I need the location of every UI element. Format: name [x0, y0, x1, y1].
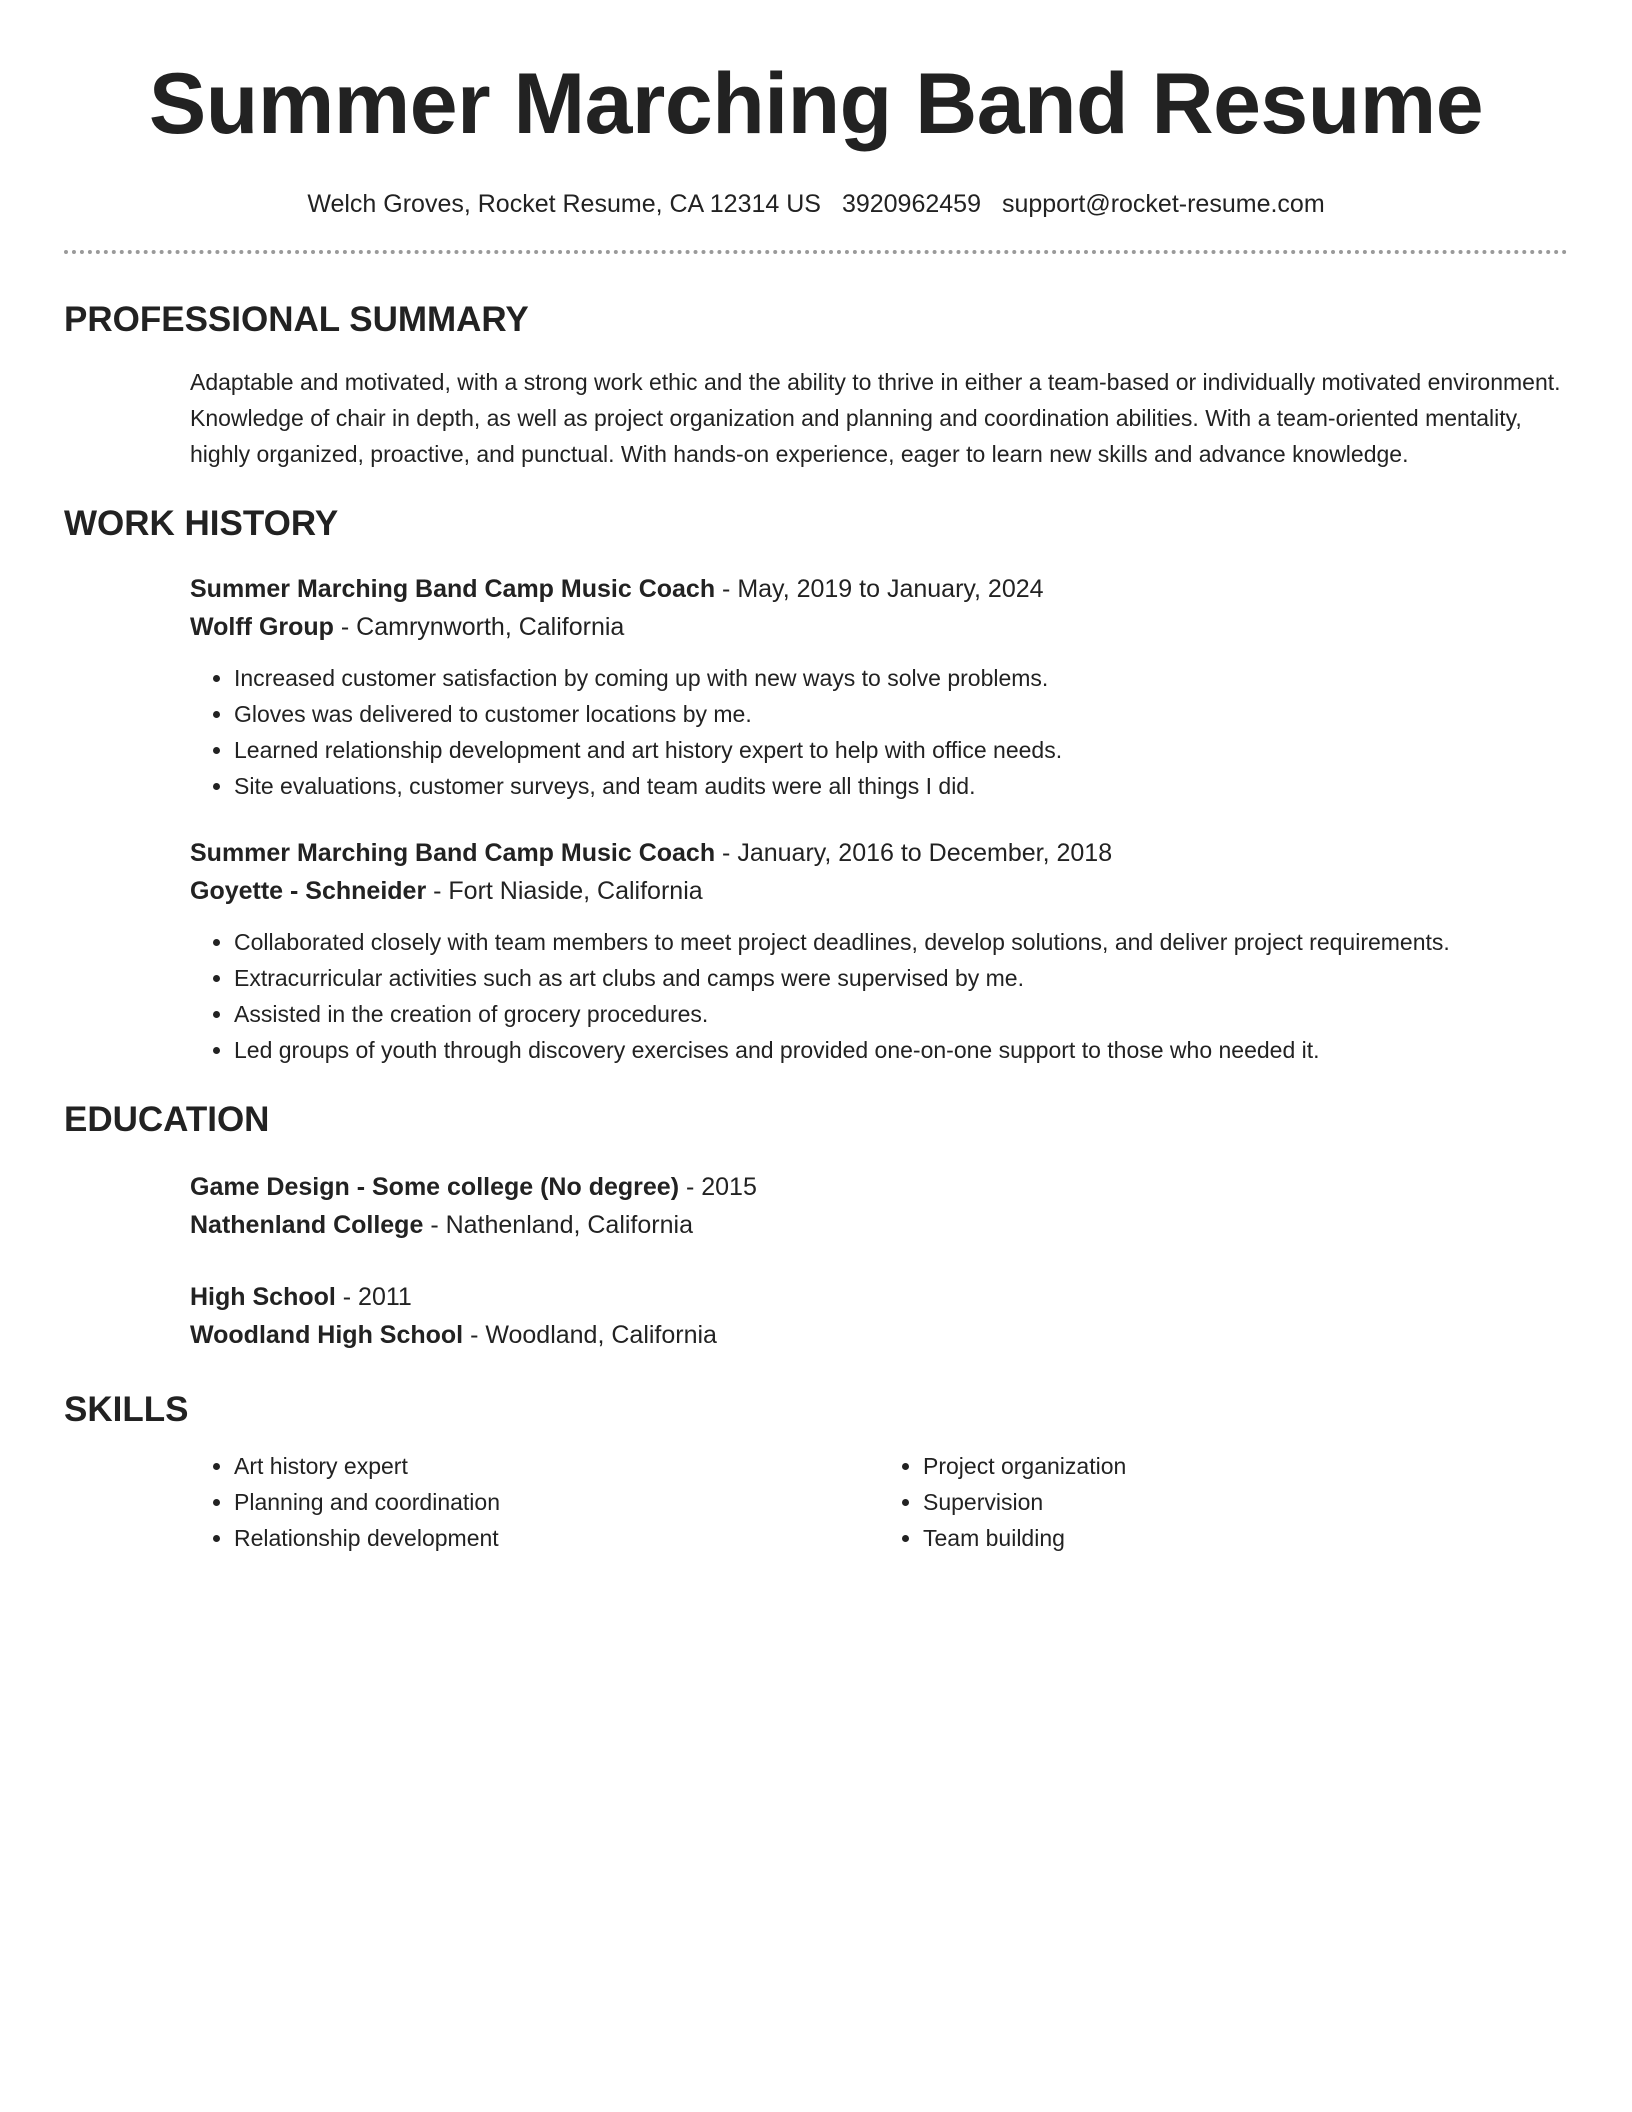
education-entry: [190, 1168, 1568, 1244]
education-degree: High School: [190, 1283, 336, 1311]
list-item: • Project organization: [923, 1448, 1568, 1484]
list-item: • Planning and coordination: [234, 1484, 879, 1520]
list-item: • Art history expert: [234, 1448, 879, 1484]
education-year: - 2011: [335, 1283, 412, 1311]
job-dates: - January, 2016 to December, 2018: [715, 839, 1113, 867]
list-item: • Increased customer satisfaction by coming up with new ways to solve problems.: [234, 660, 1568, 696]
contact-phone: 3920962459: [841, 190, 981, 218]
list-item: • Extracurricular activities such as art clubs and camps were supervised by me.: [234, 960, 1568, 996]
job-company: Wolff Group: [190, 613, 334, 641]
list-item: • Site evaluations, customer surveys, and team audits were all things I did.: [234, 768, 1568, 804]
job-entry: [190, 570, 1568, 804]
list-item: • Relationship development: [234, 1520, 879, 1556]
education-location: - Nathenland, California: [423, 1211, 693, 1239]
job-company-line: [190, 608, 1568, 646]
job-company-line: [190, 872, 1568, 910]
job-company: Goyette - Schneider: [190, 877, 427, 905]
education-location: - Woodland, California: [463, 1321, 717, 1349]
job-location: - Camrynworth, California: [333, 613, 625, 641]
list-item: • Gloves was delivered to customer locations by me.: [234, 696, 1568, 732]
education-year: - 2015: [679, 1173, 757, 1201]
contact-email: support@rocket-resume.com: [1001, 190, 1325, 218]
education-school-line: [190, 1206, 1568, 1244]
job-title-line: [190, 834, 1568, 872]
education-degree: Game Design - Some college (No degree): [190, 1173, 680, 1201]
job-entry: [190, 834, 1568, 1068]
list-item: • Learned relationship development and art history expert to help with office needs.: [234, 732, 1568, 768]
resume-title: Summer Marching Band Resume: [148, 56, 1484, 152]
skills-heading: SKILLS: [64, 1390, 189, 1429]
skills-section: [64, 1388, 1568, 1556]
contact-line: [64, 188, 1568, 220]
education-degree-line: [190, 1278, 1568, 1316]
list-item: • Led groups of youth through discovery exercises and provided one-on-one support to those who needed it.: [234, 1032, 1568, 1068]
list-item: • Team building: [923, 1520, 1568, 1556]
education-section: [64, 1098, 1568, 1354]
list-item: • Supervision: [923, 1484, 1568, 1520]
work-heading: WORK HISTORY: [64, 504, 339, 543]
education-school-line: [190, 1316, 1568, 1354]
education-heading: EDUCATION: [64, 1100, 270, 1139]
education-school: Woodland High School: [190, 1321, 464, 1349]
education-entry: [190, 1278, 1568, 1354]
education-degree-line: [190, 1168, 1568, 1206]
job-dates: - May, 2019 to January, 2024: [715, 575, 1044, 603]
job-role: Summer Marching Band Camp Music Coach: [190, 575, 716, 603]
job-bullets: [190, 660, 1568, 804]
skills-list-left: [190, 1448, 879, 1556]
job-title-line: [190, 570, 1568, 608]
header-divider: [64, 250, 1568, 254]
contact-address: Welch Groves, Rocket Resume, CA 12314 US: [307, 190, 821, 218]
job-location: - Fort Niaside, California: [426, 877, 703, 905]
list-item: • Assisted in the creation of grocery procedures.: [234, 996, 1568, 1032]
summary-heading: PROFESSIONAL SUMMARY: [64, 300, 529, 339]
summary-text: Adaptable and motivated, with a strong work ethic and the ability to thrive in either a team-based or individually motivated environment. Knowledge of chair in depth, as well as project organization and planning and coordination abilities. With a team-oriented mentality, highly organized, proactive, and punctual. With hands-on experience, eager to learn new skills and advance knowledge.: [190, 369, 1561, 467]
resume-header: [64, 0, 1568, 254]
job-bullets: [190, 924, 1568, 1068]
skills-list-right: [879, 1448, 1568, 1556]
job-role: Summer Marching Band Camp Music Coach: [190, 839, 716, 867]
list-item: • Collaborated closely with team members to meet project deadlines, develop solutions, and deliver project requirements.: [234, 924, 1568, 960]
education-school: Nathenland College: [190, 1211, 424, 1239]
summary-section: [64, 298, 1568, 472]
work-section: [64, 502, 1568, 1068]
skills-columns: [190, 1448, 1568, 1556]
